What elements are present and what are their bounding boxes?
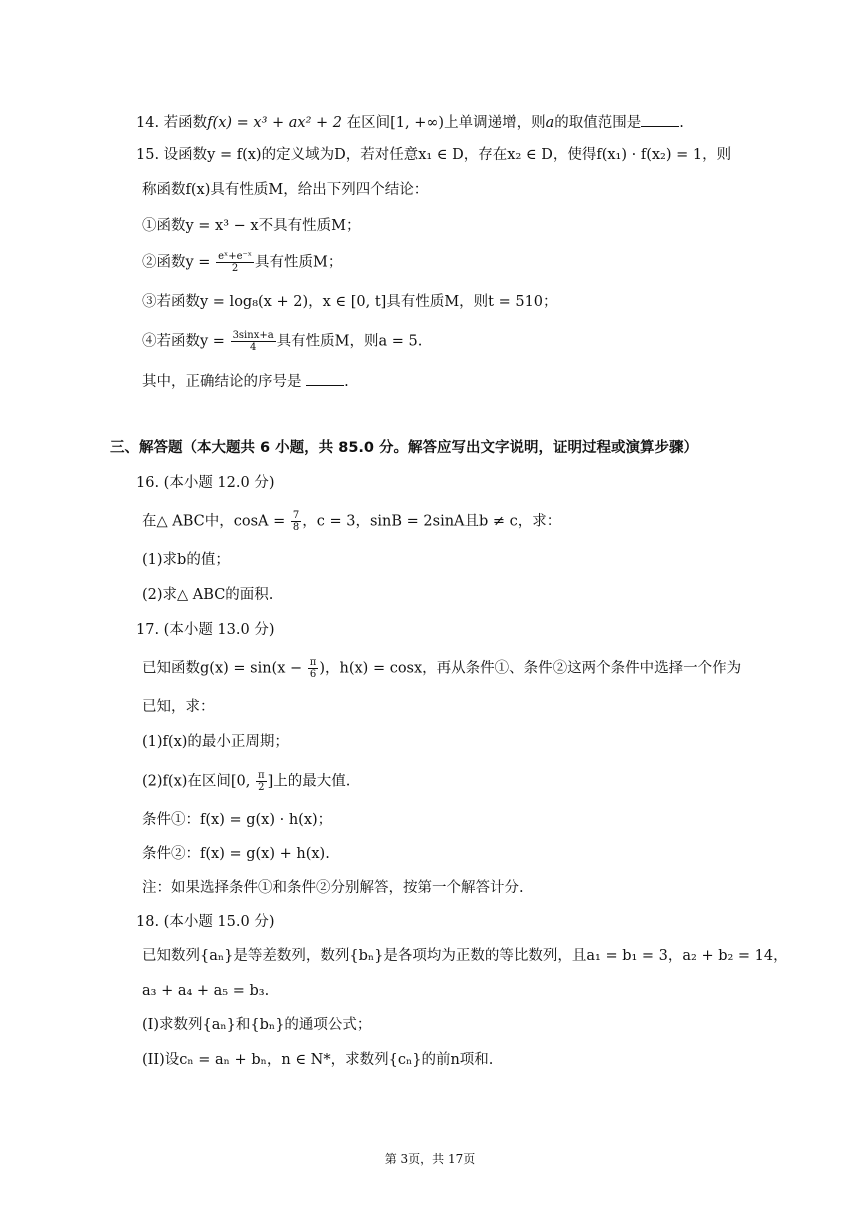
q17-six-denominator: 6 [309, 669, 317, 680]
q16-cos-numerator: 7 [292, 510, 300, 521]
q15-c4-fraction [231, 330, 276, 353]
q16-cos-denominator: 8 [292, 522, 300, 533]
q15-ask-text: 其中，正确结论的序号是 [142, 374, 307, 390]
q15-c2-numerator: eˣ+e⁻ˣ [218, 251, 253, 262]
q14-text-1: 若函数 [163, 115, 208, 131]
q15-answer-blank [306, 371, 344, 386]
q15-c2-pre: ②函数y = [142, 254, 216, 271]
q17-pi-6-fraction [308, 657, 319, 680]
q17-part-1: (1)f(x)的最小正周期； [142, 734, 289, 750]
q16-cos-fraction [291, 510, 301, 533]
q16-heading: 16. (本小题 12.0 分) [136, 475, 275, 491]
q14-variable: a [545, 115, 555, 131]
q15-conclusion-3: ③若函数y = log₈(x + 2)，x ∈ [0, t]具有性质M，则t = 510； [142, 294, 558, 310]
q14-answer-blank [641, 112, 679, 127]
section-3-heading: 三、解答题（本大题共 6 小题，共 85.0 分。解答应写出文字说明，证明过程或演算步骤） [110, 440, 699, 456]
q15-c2-denominator: 2 [231, 263, 239, 274]
q15-conclusion-1: ①函数y = x³ − x不具有性质M； [142, 218, 361, 234]
q17-pi-2-fraction [256, 770, 267, 793]
q18-heading: 18. (本小题 15.0 分) [136, 914, 275, 930]
q16-cond-post: ，c = 3，sinB = 2sinA且b ≠ c，求： [302, 513, 562, 530]
q17-given-post: )，h(x) = cosx，再从条件①、条件②这两个条件中选择一个作为 [319, 660, 742, 677]
q15-c4-post: 具有性质M，则a = 5. [276, 333, 423, 350]
q14-text-2: 在区间[1, +∞)上单调递增，则 [341, 115, 546, 131]
q17-heading: 17. (本小题 13.0 分) [136, 622, 275, 638]
question-14 [136, 112, 684, 133]
q14-end: . [679, 115, 684, 131]
q17-condition-1: 条件①：f(x) = g(x) · h(x)； [142, 812, 333, 828]
q15-line-2: 称函数f(x)具有性质M，给出下列四个结论： [142, 182, 429, 198]
q15-c4-pre: ④若函数y = [142, 333, 230, 350]
q15-c2-fraction [216, 251, 254, 274]
q14-text-3: 的取值范围是 [554, 115, 642, 131]
q15-conclusion-4 [142, 330, 422, 353]
q17-p2-denominator: 2 [258, 782, 265, 793]
q15-c4-denominator: 4 [249, 342, 257, 353]
q17-condition-2: 条件②：f(x) = g(x) + h(x). [142, 846, 330, 862]
q18-part-1: (I)求数列{aₙ}和{bₙ}的通项公式； [142, 1017, 372, 1033]
q15-line-1: 15. 设函数y = f(x)的定义域为D，若对任意x₁ ∈ D，存在x₂ ∈ D，使得f(x₁) · f(x₂) = 1，则 [136, 147, 732, 163]
q15-ask [142, 371, 349, 392]
q15-c2-post: 具有性质M； [255, 254, 343, 271]
q16-part-2: (2)求△ ABC的面积. [142, 587, 274, 603]
q17-given-2: 已知，求： [142, 699, 215, 715]
q18-given-1: 已知数列{aₙ}是等差数列，数列{bₙ}是各项均为正数的等比数列，且a₁ = b₁ = 3，a₂ + b₂ = 14， [142, 948, 788, 964]
q18-given-2: a₃ + a₄ + a₅ = b₃. [142, 983, 270, 999]
q15-conclusion-2 [142, 251, 342, 274]
q14-number: 14. [136, 115, 164, 131]
q17-p2-post: ]上的最大值. [267, 773, 351, 790]
q17-p2-pre: (2)f(x)在区间[0, [142, 773, 255, 790]
q17-pi-numerator: π [309, 657, 317, 668]
q14-expression: f(x) = x³ + ax² + 2 [207, 115, 342, 131]
q17-given-pre: 已知函数g(x) = sin(x − [142, 660, 307, 677]
q16-part-1: (1)求b的值； [142, 552, 230, 568]
q17-note: 注：如果选择条件①和条件②分别解答，按第一个解答计分. [142, 880, 524, 896]
q15-ask-end: . [344, 374, 349, 390]
q17-given [142, 657, 741, 680]
q18-part-2: (II)设cₙ = aₙ + bₙ，n ∈ N*，求数列{cₙ}的前n项和. [142, 1052, 494, 1068]
q16-cond-pre: 在△ ABC中，cosA = [142, 513, 290, 530]
q16-condition [142, 510, 561, 533]
q15-c4-numerator: 3sinx+a [232, 330, 274, 341]
q17-p2-numerator: π [258, 770, 265, 781]
page-footer: 第 3页，共 17页 [384, 1152, 476, 1166]
q17-part-2 [142, 770, 350, 793]
